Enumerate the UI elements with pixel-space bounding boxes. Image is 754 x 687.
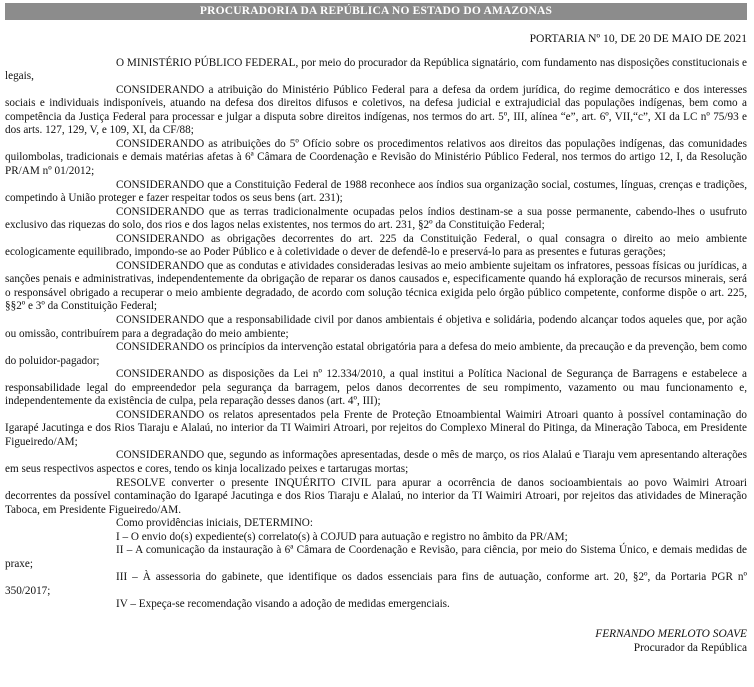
paragraph-considerando: CONSIDERANDO as obrigações decorrentes do art. 225 da Constituição Federal, o qual consagra o direito ao meio ambiente ecologicamente equilibrado, impondo-se ao Poder Público e à coletividade o dever de defendê-lo e preservá-lo para as presentes e futuras gerações; [5, 232, 747, 259]
paragraph-considerando: CONSIDERANDO os princípios da intervenção estatal obrigatória para a defesa do meio ambiente, da precaução e da prevenção, bem como do poluidor-pagador; [5, 341, 747, 367]
paragraph-item-i: I – O envio do(s) expediente(s) correlato(s) à COJUD para autuação e registro no âmbito da PR/AM; [116, 530, 568, 543]
paragraph-considerando: CONSIDERANDO que a Constituição Federal de 1988 reconhece aos índios sua organização social, costumes, línguas, crenças e tradições, competindo à União proteger e fazer respeitar todos os seus bens (art. 231); [5, 178, 747, 205]
signature-block [5, 628, 747, 655]
paragraph-determino: Como providências iniciais, DETERMINO: [116, 517, 313, 530]
paragraph-considerando: CONSIDERANDO que a responsabilidade civil por danos ambientais é objetiva e solidária, podendo alcançar todos aqueles que, por ação ou omissão, contribuírem para a degradação do meio ambiente; [5, 313, 747, 340]
signature-role: Procurador da República [633, 641, 747, 654]
paragraph-item-iv: IV – Expeça-se recomendação visando a adoção de medidas emergenciais. [116, 598, 450, 611]
portaria-title: PORTARIA Nº 10, DE 20 DE MAIO DE 2021 [529, 32, 747, 45]
header-title: PROCURADORIA DA REPÚBLICA NO ESTADO DO AMAZONAS [199, 5, 553, 17]
paragraph-considerando: CONSIDERANDO a atribuição do Ministério Público Federal para a defesa da ordem jurídica, do regime democrático e dos interesses sociais e individuais indisponíveis, atuando na defesa dos direitos difusos e coletivos, na defesa judicial e extrajudicial das populações indígenas, bem como a competência da Justiça Federal para processar e julgar a disputa sobre direitos indígenas, nos termos do art. 5º, III, alínea “e”, art. 6º, VII,“c”, XI da LC nº 75/93 e dos arts. 127, 129, V, e 109, XI, da CF/88; [5, 83, 747, 137]
paragraph-considerando: CONSIDERANDO as atribuições do 5º Ofício sobre os procedimentos relativos aos direitos das populações indígenas, das comunidades quilombolas, tradicionais e demais matérias afetas à 6ª Câmara de Coordenação e Revisão do Ministério Público Federal, nos termos do artigo 12, I, da Resolução PR/AM nº 01/2012; [5, 137, 747, 177]
paragraph-considerando: CONSIDERANDO os relatos apresentados pela Frente de Proteção Etnoambiental Waimiri Atroari quanto à possível contaminação do Igarapé Jacutinga e dos Rios Tiaraju e Alalaú, no interior da TI Waimiri Atroari, por rejeitos do Complexo Mineral do Pitinga, da Mineração Taboca, em Presidente Figueiredo/AM; [5, 408, 747, 448]
paragraph-resolve: RESOLVE converter o presente INQUÉRITO CIVIL para apurar a ocorrência de danos socioambientais ao povo Waimiri Atroari decorrentes da possível contaminação do Igarapé Jacutinga e dos Rios Tiaraju e Alalaú, no interior da TI Waimiri Atroari, por rejeitos das atividades de Mineração Taboca, em Presidente Figueiredo/AM. [5, 476, 747, 516]
paragraph-considerando: CONSIDERANDO as disposições da Lei nº 12.334/2010, a qual institui a Política Nacional de Segurança de Barragens e estabelece a responsabilidade legal do empreendedor pela segurança da barragem, pelos danos decorrentes de seu rompimento, vazamento ou mau funcionamento e, independentemente da existência de culpa, pela reparação desses danos (art. 4º, III); [5, 368, 747, 408]
paragraph-item-iii: III – À assessoria do gabinete, que identifique os dados essenciais para fins de autuação, conforme art. 20, §2º, da Portaria PGR nº 350/2017; [5, 571, 747, 597]
paragraph-item-ii: II – A comunicação da instauração à 6ª Câmara de Coordenação e Revisão, para ciência, por meio do Sistema Único, e demais medidas de praxe; [5, 544, 747, 570]
document-page [0, 3, 754, 687]
paragraph-opening: O MINISTÉRIO PÚBLICO FEDERAL, por meio do procurador da República signatário, com fundamento nas disposições constitucionais e legais, [5, 56, 747, 83]
paragraph-considerando: CONSIDERANDO que, segundo as informações apresentadas, desde o mês de março, os rios Alalaú e Tiaraju vem apresentando alterações em seus respectivos aspectos e cores, tendo os kinja localizado peixes e tartarugas mortas; [5, 449, 747, 475]
paragraph-considerando: CONSIDERANDO que as terras tradicionalmente ocupadas pelos índios destinam-se a sua posse permanente, cabendo-lhes o usufruto exclusivo das riquezas do solo, dos rios e dos lagos nelas existentes, nos termos do art. 231, §2º da Constituição Federal; [5, 205, 747, 232]
signature-name: FERNANDO MERLOTO SOAVE [595, 628, 747, 641]
paragraph-considerando: CONSIDERANDO que as condutas e atividades consideradas lesivas ao meio ambiente sujeitam os infratores, pessoas físicas ou jurídicas, a sanções penais e administrativas, independentemente da obrigação de reparar os danos causados e, especificamente quando há exploração de recursos minerais, será o responsável obrigado a recuperar o meio ambiente degradado, de acordo com solução técnica exigida pelo órgão público competente, conforme dispõe o art. 225, §§2º e 3º da Constituição Federal; [5, 259, 747, 313]
header-bar [5, 3, 747, 20]
document-body [5, 57, 747, 612]
